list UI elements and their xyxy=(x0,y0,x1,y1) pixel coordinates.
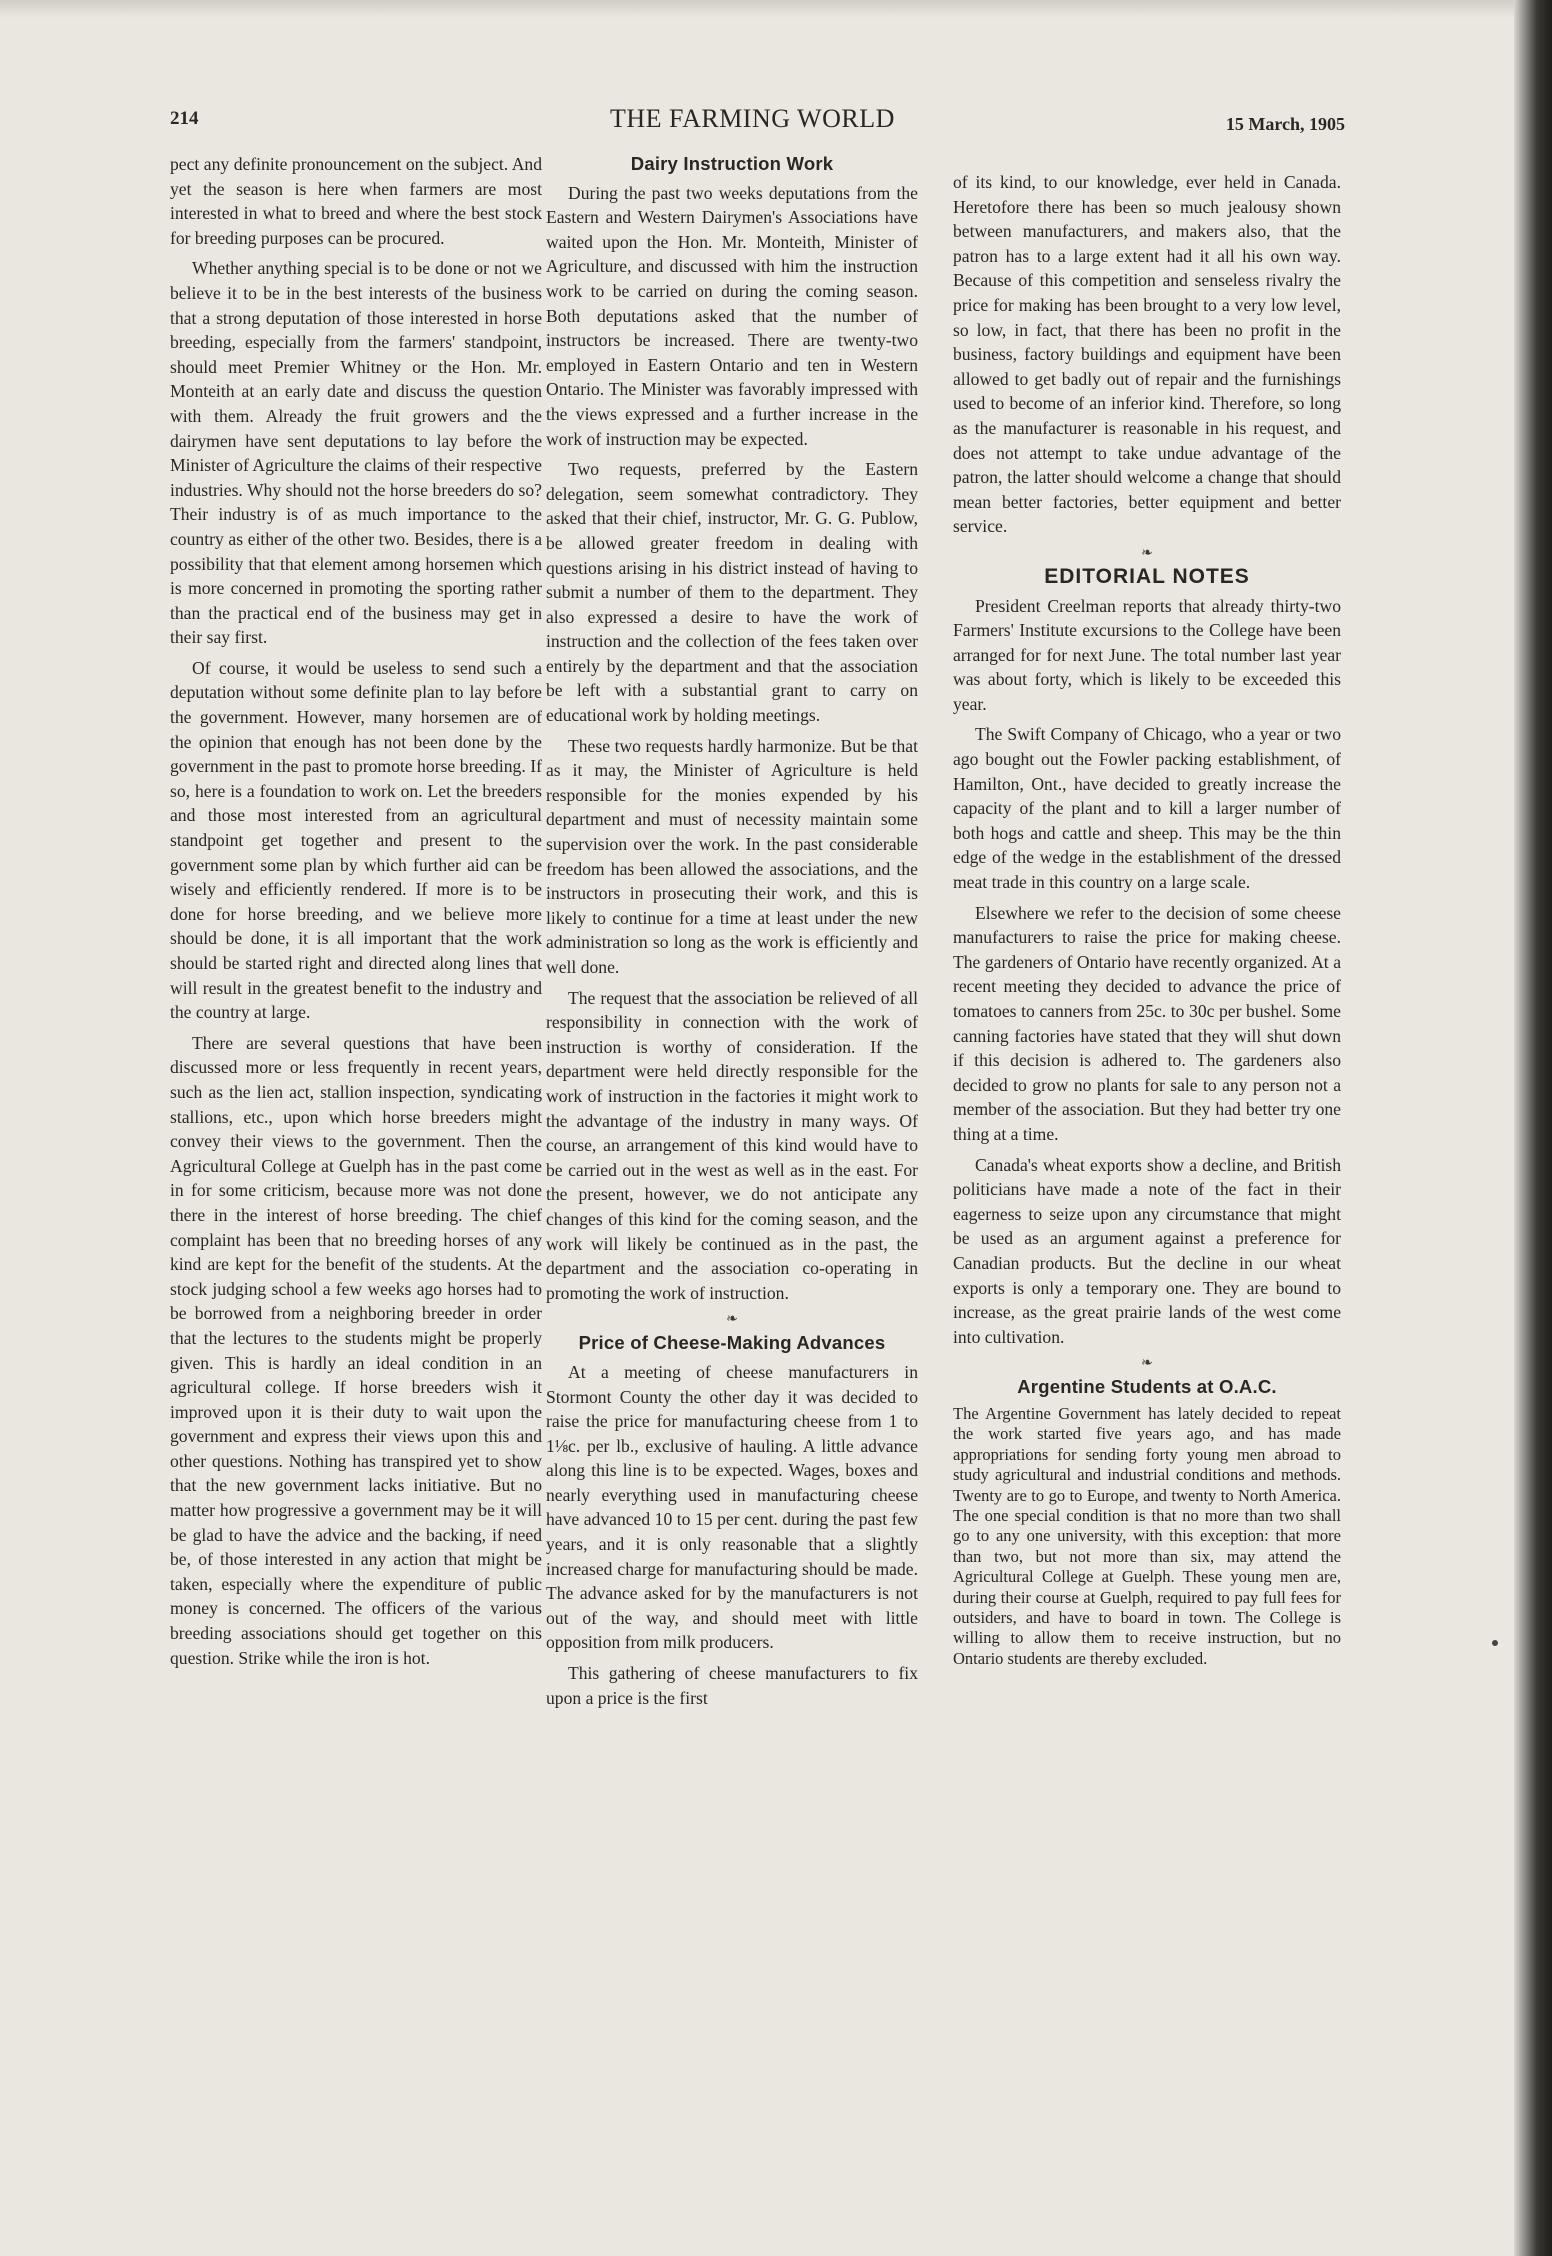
col3-paragraph-1: of its kind, to our knowledge, ever held in Canada. Heretofore there has been so much jealousy shown between manufacturers, and makers also, that the patron has to a large extent had it all his own way. Because of this competition and senseless rivalry the price for making has been brought to a very low level, so low, in fact, that there has been no profit in the business, factory buildings and equipment have been allowed to get badly out of repair and the furnishings used to become of an inferior kind. Therefore, so long as the manufacturer is reasonable in his request, and does not attempt to take undue advantage of the patron, the latter should welcome a change that should mean better factories, better equipment and better service. xyxy=(953,172,1341,537)
col1-paragraph-2: Whether anything special is to be done or not we believe it to be in the best interests of the business that a strong deputation of those interested in horse breeding, especially from the farmers' standpoint, should meet Premier Whitney or the Hon. Mr. Monteith at an early date and discuss the question with them. Already the fruit growers and the dairymen have sent deputations to lay before the Minister of Agriculture the claims of their respective industries. Why should not the horse breeders do so? Their industry is of as much importance to the country as either of the other two. Besides, there is a possibility that that element among horsemen which is more concerned in promoting the sporting rather than the practical end of the business may get in their say first. xyxy=(170,258,542,648)
issue-date: 15 March, 1905 xyxy=(1225,114,1345,134)
small-print-block xyxy=(953,1404,1341,1669)
col3-paragraph-3: The Swift Company of Chicago, who a year or two ago bought out the Fowler packing establishment, of Hamilton, Ont., have decided to greatly increase the capacity of the plant and to kill a larger number of both hogs and cattle and sheep. This may be the thin edge of the wedge in the establishment of the dressed meat trade in this country on a large scale. xyxy=(953,724,1341,893)
col2-paragraph-2: Two requests, preferred by the Eastern delegation, seem somewhat contradictory. They asked that their chief, instructor, Mr. G. G. Publow, be allowed greater freedom in dealing with questions arising in his district instead of having to submit a number of them to the department. They also expressed a desire to have the work of instruction and the collection of the fees taken over entirely by the department and that the association be left with a substantial grant to carry on educational work by holding meetings. xyxy=(546,459,918,726)
column-2 xyxy=(546,152,918,1716)
heading-editorial-notes: EDITORIAL NOTES xyxy=(1044,564,1250,588)
page-header xyxy=(170,104,1345,144)
scan-edge-right xyxy=(1514,0,1552,2256)
col1-paragraph-4: There are several questions that have been discussed more or less frequently in recent years, such as the lien act, stallion inspection, syndicating stallions, etc., upon which horse breeders might convey their views to the government. Then the Agricultural College at Guelph has in the past come in for some criticism, because more was not done there in the interest of horse breeding. The chief complaint has been that no breeding horses of any kind are kept for the benefit of the students. At the stock judging school a few weeks ago horses had to be borrowed from a neighboring breeder in order that the lectures to the students might be properly given. This is hardly an ideal condition in an agricultural college. If horse breeders wish it improved upon it is their duty to wait upon the government and express their views upon this and other questions. Nothing has transpired yet to show that the new government lacks initiative. But no matter how progressive a government may be it will be glad to have the advice and the backing, if need be, of those interested in any action that might be taken, especially where the expenditure of public money is concerned. The officers of the various breeding associations should get together on this question. Strike while the iron is hot. xyxy=(170,1032,542,1668)
column-3 xyxy=(953,170,1341,1669)
col2-paragraph-3: These two requests hardly harmonize. But be that as it may, the Minister of Agriculture is held responsible for the monies expended by his department and must of necessity maintain some supervision over the work. In the past considerable freedom has been allowed the associations, and the instructors in prosecuting their work, and this is likely to continue for a time at least under the new administration so long as the work is efficiently and well done. xyxy=(546,735,918,977)
col3-paragraph-2: President Creelman reports that already thirty-two Farmers' Institute excursions to the College have been arranged for for next June. The total number last year was about forty, which is likely to be exceeded this year. xyxy=(953,595,1341,714)
heading-dairy-instruction: Dairy Instruction Work xyxy=(630,153,834,174)
col2-paragraph-5: At a meeting of cheese manufacturers in Stormont County the other day it was decided to raise the price for manufacturing cheese from 1 to 1⅛c. per lb., exclusive of hauling. A little advance along this line is to be expected. Wages, boxes and nearly everything used in manufacturing cheese have advanced 10 to 15 per cent. during the past few years, and it is only reasonable that a slightly increased charge for manufacturing should be made. The advance asked for by the manufacturers is not out of the way, and should meet with little opposition from milk producers. xyxy=(546,1361,918,1653)
col2-paragraph-4: The request that the association be relieved of all responsibility in connection with the work of instruction is worthy of consideration. If the department were held directly responsible for the work of instruction in the factories it might work to the advantage of the industry in many ways. Of course, an arrangement of this kind would have to be carried out in the west as well as in the east. For the present, however, we do not anticipate any changes of this kind for the coming season, and the work will likely be continued as in the past, the department and the association co-operating in promoting the work of instruction. xyxy=(546,987,918,1303)
col3-paragraph-6: The Argentine Government has lately decided to repeat the work started five years ago, and has made appropriations for sending forty young men abroad to study agricultural and industrial conditions and methods. Twenty are to go to Europe, and twenty to North America. The one special condition is that no more than two shall go to any one university, with this exception: that more than two, but not more than six, may attend the Agricultural College at Guelph. These young men are, during their course at Guelph, required to pay full fees for outsiders, and have to board in town. The College is willing to allow them to receive instruction, but no Ontario students are thereby excluded. xyxy=(953,1403,1341,1668)
column-1 xyxy=(170,152,542,1676)
heading-argentine-students: Argentine Students at O.A.C. xyxy=(1017,1376,1277,1398)
col2-paragraph-6: This gathering of cheese manufacturers to fix upon a price is the first xyxy=(546,1663,918,1708)
col1-paragraph-3: Of course, it would be useless to send such a deputation without some definite plan to lay before the government. However, many horsemen are of the opinion that enough has not been done by the government in the past to promote horse breeding. If so, here is a foundation to work on. Let the breeders and those most interested from an agricultural standpoint get together and present to the government some plan by which further aid can be wisely and efficiently rendered. If more is to be done for horse breeding, and we believe more should be done, it is all important that the work should be started right and directed along lines that will result in the greatest benefit to the industry and the country at large. xyxy=(170,657,542,1023)
publication-title: THE FARMING WORLD xyxy=(610,104,895,133)
leaf-ornament-icon: ❧ xyxy=(726,1312,738,1328)
col3-paragraph-5: Canada's wheat exports show a decline, and British politicians have made a note of the fact in their eagerness to seize upon any circumstance that might be used as an argument against a preference for Canadian products. But the decline in our wheat exports is only a temporary one. They are bound to increase, as the great prairie lands of the west come into cultivation. xyxy=(953,1154,1341,1347)
page-number: 214 xyxy=(170,108,199,129)
col2-paragraph-1: During the past two weeks deputations from the Eastern and Western Dairymen's Associations have waited upon the Hon. Mr. Monteith, Minister of Agriculture, and discussed with him the instruction work to be carried on during the coming season. Both deputations asked that the number of instructors be increased. There are twenty-two employed in Eastern Ontario and ten in Western Ontario. The Minister was favorably impressed with the views expressed and a further increase in the work of instruction may be expected. xyxy=(546,182,918,449)
leaf-ornament-icon: ❧ xyxy=(1141,545,1153,561)
col3-paragraph-4: Elsewhere we refer to the decision of some cheese manufacturers to raise the price for making cheese. The gardeners of Ontario have recently organized. At a recent meeting they decided to advance the price of tomatoes to canners from 25c. to 30c per bushel. Some canning factories have stated that they will shut down if this decision is adhered to. The gardeners also decided to grow no plants for sale to any person not a member of the association. But they had better try one thing at a time. xyxy=(953,902,1341,1144)
heading-cheese-price: Price of Cheese-Making Advances xyxy=(578,1332,886,1354)
col1-paragraph-1: pect any definite pronouncement on the subject. And yet the season is here when farmers are most interested in what to breed and where the best stock for breeding purposes can be procured. xyxy=(170,154,542,248)
leaf-ornament-icon: ❧ xyxy=(1141,1356,1153,1372)
